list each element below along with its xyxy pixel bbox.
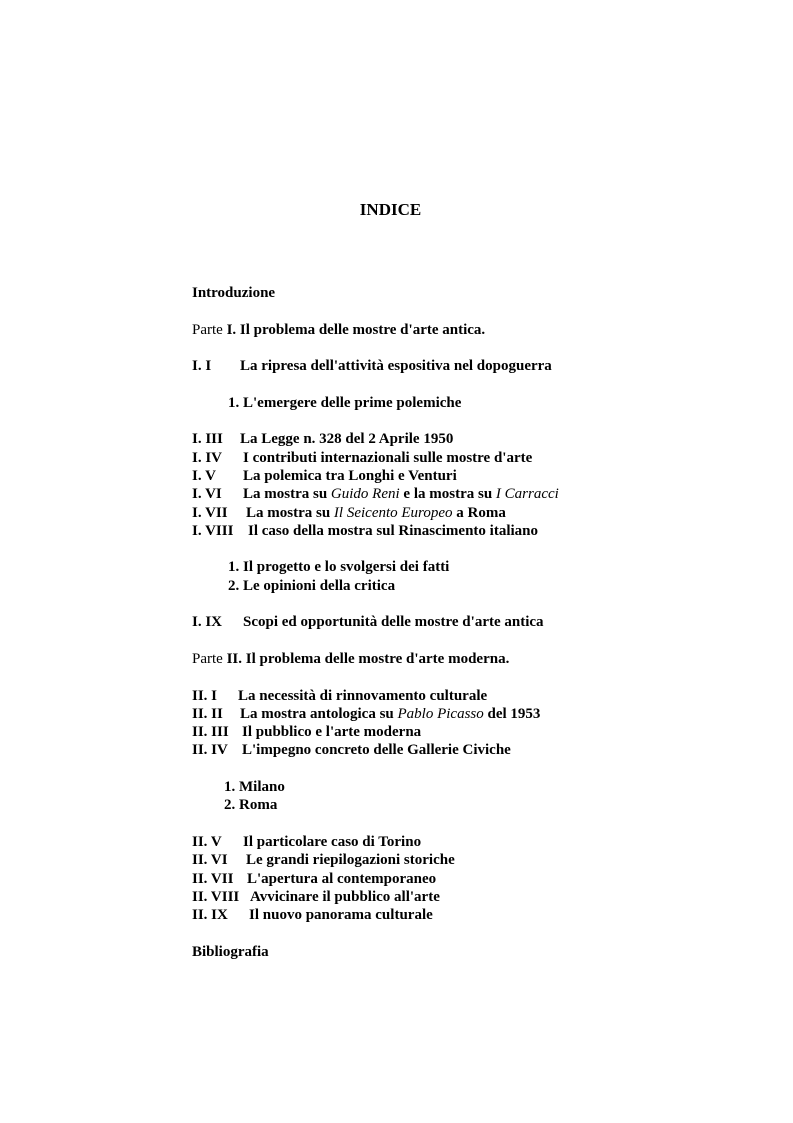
page-title: INDICE (359, 200, 422, 219)
toc-entry (192, 430, 752, 448)
toc-entry (192, 870, 752, 888)
toc-subentry: 2. Roma (224, 797, 278, 814)
entry-code: II. VIII (192, 888, 240, 905)
entry-italic: Il Seicento Europeo (333, 504, 453, 521)
entry-title: La necessità di rinnovamento culturale (238, 687, 488, 704)
entry-title: L'apertura al contemporaneo (247, 870, 437, 887)
toc-entry (192, 906, 752, 924)
entry-title: I contributi internazionali sulle mostre d'arte (243, 449, 533, 466)
entry-code: II. III (192, 724, 229, 741)
entry-code: II. II (192, 705, 223, 722)
toc-entry (192, 741, 752, 759)
parte-prefix: Parte (192, 650, 223, 667)
toc-parte-1 (192, 321, 752, 339)
toc-parte-2 (192, 650, 752, 668)
entry-title-part: La mostra su (243, 486, 328, 503)
toc-entry (192, 687, 752, 705)
entry-title: Scopi ed opportunità delle mostre d'arte antica (243, 614, 544, 631)
toc-entry (192, 851, 752, 869)
entry-title: L'impegno concreto delle Gallerie Civiche (242, 742, 511, 759)
entry-code: II. IX (192, 907, 228, 924)
entry-code: I. V (192, 467, 216, 484)
entry-italic: Pablo Picasso (397, 705, 484, 722)
entry-code: I. IX (192, 614, 223, 631)
entry-code: II. VII (192, 870, 234, 887)
entry-code: I. VIII (192, 522, 234, 539)
toc-entry (192, 504, 752, 522)
entry-title-part: a Roma (456, 504, 506, 521)
entry-title: Il particolare caso di Torino (243, 833, 422, 850)
entry-title: Avvicinare il pubblico all'arte (250, 888, 440, 905)
entry-code: I. IV (192, 449, 223, 466)
entry-title: Le grandi riepilogazioni storiche (246, 852, 455, 869)
parte-title: . Il problema delle mostre d'arte antica. (232, 321, 486, 338)
parte-prefix: Parte (192, 321, 223, 338)
toc-subentry: 1. Il progetto e lo svolgersi dei fatti (228, 559, 450, 576)
toc-entry (192, 705, 752, 723)
entry-code: I. VII (192, 504, 228, 521)
entry-title: Il caso della mostra sul Rinascimento italiano (248, 522, 539, 539)
entry-title-part: La mostra antologica su (240, 705, 394, 722)
toc-entry (192, 833, 752, 851)
parte-title: II. Il problema delle mostre d'arte moderna. (226, 650, 510, 667)
entry-title: La Legge n. 328 del 2 Aprile 1950 (240, 431, 454, 448)
entry-title: La ripresa dell'attività espositiva nel dopoguerra (240, 358, 552, 375)
table-of-contents (192, 284, 752, 961)
entry-code: II. I (192, 687, 218, 704)
entry-code: II. IV (192, 742, 228, 759)
entry-code: I. III (192, 431, 223, 448)
toc-introduzione: Introduzione (192, 285, 276, 301)
toc-subentry: 2. Le opinioni della critica (228, 577, 396, 594)
toc-entry (192, 723, 752, 741)
parte-numeral: I (226, 321, 233, 338)
entry-italic: Guido Reni (330, 486, 400, 503)
entry-code: I. VI (192, 486, 222, 503)
entry-title-part: del 1953 (487, 705, 541, 722)
entry-code: II. V (192, 833, 222, 850)
toc-subentry: 1. L'emergere delle prime polemiche (228, 394, 462, 411)
entry-code: I. I (192, 358, 212, 375)
entry-title-part: e la mostra su (403, 486, 493, 503)
toc-entry (192, 888, 752, 906)
entry-title: La polemica tra Longhi e Venturi (243, 467, 457, 484)
entry-title: Il pubblico e l'arte moderna (242, 724, 422, 741)
toc-entry (192, 485, 752, 503)
toc-subentry: 1. Milano (224, 779, 285, 796)
entry-title: Il nuovo panorama culturale (249, 907, 433, 924)
toc-bibliografia: Bibliografia (192, 943, 269, 960)
entry-title-part: La mostra su (246, 504, 331, 521)
toc-entry (192, 613, 752, 631)
entry-code: II. VI (192, 852, 228, 869)
toc-entry (192, 522, 752, 540)
toc-entry (192, 467, 752, 485)
toc-entry (192, 357, 752, 375)
toc-entry (192, 449, 752, 467)
entry-italic: I Carracci (495, 486, 559, 503)
